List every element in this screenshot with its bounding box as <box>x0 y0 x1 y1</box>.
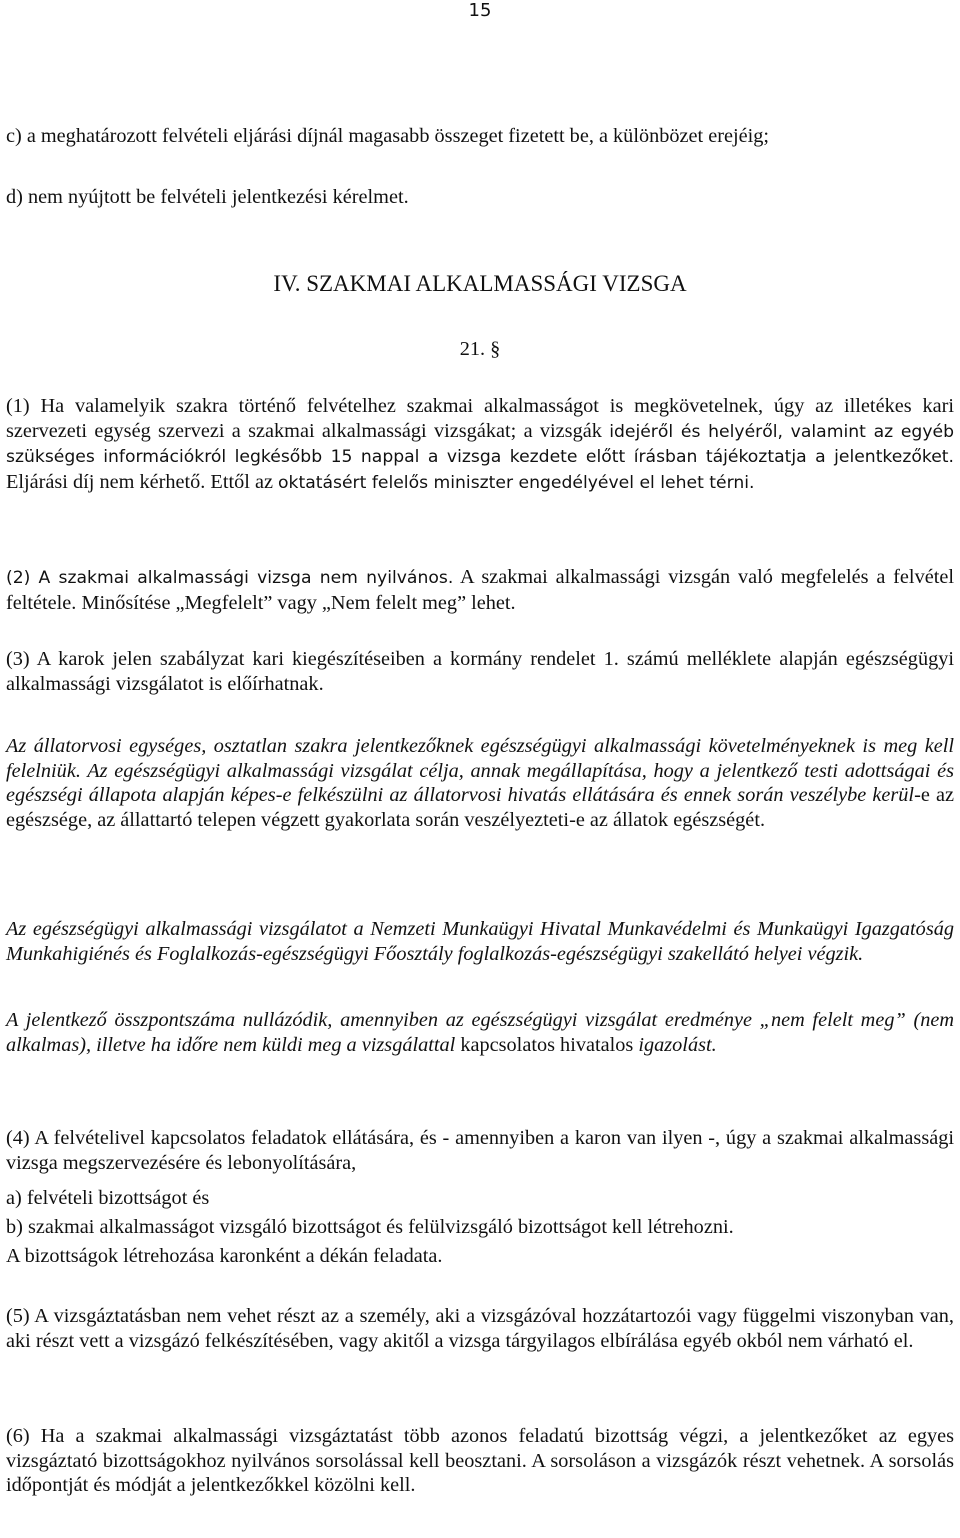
section-number: 21. § <box>459 338 501 360</box>
paragraph-2-part-a: (2) A szakmai alkalmassági vizsga nem nyilvános. <box>6 568 454 588</box>
section-title: IV. SZAKMAI ALKALMASSÁGI VIZSGA <box>273 271 687 296</box>
paragraph-1-part-d: oktatásért felelős miniszter engedélyével el lehet térni. <box>278 472 755 493</box>
paragraph-4-item-a: a) felvételi bizottságot és <box>6 1187 210 1209</box>
italic-paragraph-2: Az egészségügyi alkalmassági vizsgálatot a Nemzeti Munkaügyi Hivatal Munkavédelmi és Munkaügyi Igazgatóság Munkahigiénés és Foglalkozás-egészségügyi Főosztály foglalkozás-egészségügyi szakellátó helyei végzik. <box>6 918 954 965</box>
italic-paragraph-1-tail: -e az egészsége, az állattartó telepen végzett gyakorlata során veszélyezteti <box>6 784 954 831</box>
paragraph-6: (6) Ha a szakmai alkalmassági vizsgáztatást több azonos feladatú bizottság végzi, a jelentkezőket az egyes vizsgáztató bizottságokhoz nyilvános sorsolással kell beosztani. A sorsoláson a vizsgázók részt vehetnek. A sorsolás időpontját és módját a jelentkezőkkel közölni kell. <box>6 1425 954 1497</box>
italic-paragraph-3-text: A jelentkező összpontszáma nullázódik, amennyiben az egészségügyi vizsgálat eredménye „nem felelt meg” (nem alkalmas), illetve ha időre nem küldi meg a vizsgálattal <box>6 1009 954 1056</box>
paragraph-1-part-c: Eljárási díj nem kérhető. Ettől az <box>6 470 279 493</box>
paragraph-2-part-b: A szakmai alkalmassági vizsgán való megfelelés a felvétel feltétele. Minősítése „Megfelelt” vagy „Nem felelt meg” lehet. <box>6 566 954 614</box>
paragraph-1-part-b: idejéről és helyéről, valamint az egyéb szükséges információkról legkésőbb 15 nappal a vizsga kezdete előtt írásban tájékoztatja a jelentkezőket. <box>6 421 954 468</box>
paragraph-3: (3) A karok jelen szabályzat kari kiegészítéseiben a kormány rendelet 1. számú melléklete alapján egészségügyi alkalmassági vizsgálatot is előírhatnak. <box>6 648 954 695</box>
paragraph-4-end: A bizottságok létrehozása karonként a dékán feladata. <box>6 1245 443 1267</box>
paragraph-2 <box>6 565 954 615</box>
paragraph-4-intro: (4) A felvételivel kapcsolatos feladatok ellátására, és - amennyiben a karon van ilyen -, úgy a szakmai alkalmassági vizsga megszervezésére és lebonyolítására, <box>6 1127 954 1174</box>
italic-paragraph-1-text: Az állatorvosi egységes, osztatlan szakra jelentkezőknek egészségügyi alkalmassági követelményeknek is meg kell felelniük. Az egészségügyi alkalmassági vizsgálat célja, annak megállapítása, hogy a jelentkező testi adottságai és egészségi állapota alapján képes-e felkészülni az állatorvosi hivatás ellátására és ennek során veszélybe kerül <box>6 735 954 807</box>
paragraph-4-item-b: b) szakmai alkalmasságot vizsgáló bizottságot és felülvizsgáló bizottságot kell létrehozni. <box>6 1216 734 1238</box>
italic-paragraph-3 <box>6 1008 954 1057</box>
italic-paragraph-1 <box>6 734 954 832</box>
paragraph-5: (5) A vizsgáztatásban nem vehet részt az a személy, aki a vizsgázóval hozzátartozói vagy függelmi viszonyban van, aki részt vett a vizsgázó felkészítésében, vagy akitől a vizsga tárgyilagos elbírálása egyéb okból nem várható el. <box>6 1305 954 1352</box>
paragraph-1-part-a: (1) Ha valamelyik szakra történő felvételhez szakmai alkalmasságot is megkövetelnek, úgy az illetékes kari szervezeti egység szervezi a szakmai alkalmassági vizsgákat; a vizsgák <box>6 395 954 442</box>
italic-paragraph-3-tail: kapcsolatos hivatalos <box>455 1033 639 1056</box>
paragraph-1 <box>6 394 954 495</box>
page-number: 15 <box>468 0 492 21</box>
list-item-c: c) a meghatározott felvételi eljárási díjnál magasabb összeget fizetett be, a különbözet erejéig; <box>6 125 770 147</box>
italic-paragraph-3-tail2: igazolást. <box>638 1033 717 1056</box>
list-item-d: d) nem nyújtott be felvételi jelentkezési kérelmet. <box>6 186 409 208</box>
italic-paragraph-1-tail2: -e az állatok egészségét. <box>569 808 766 831</box>
